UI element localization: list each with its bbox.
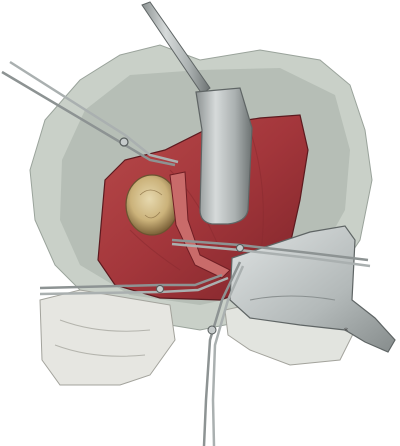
artist-signature: *: [344, 327, 348, 336]
retractor-blade: [196, 88, 252, 224]
cloth-flap-left: [40, 290, 175, 385]
cyst: [126, 175, 178, 235]
